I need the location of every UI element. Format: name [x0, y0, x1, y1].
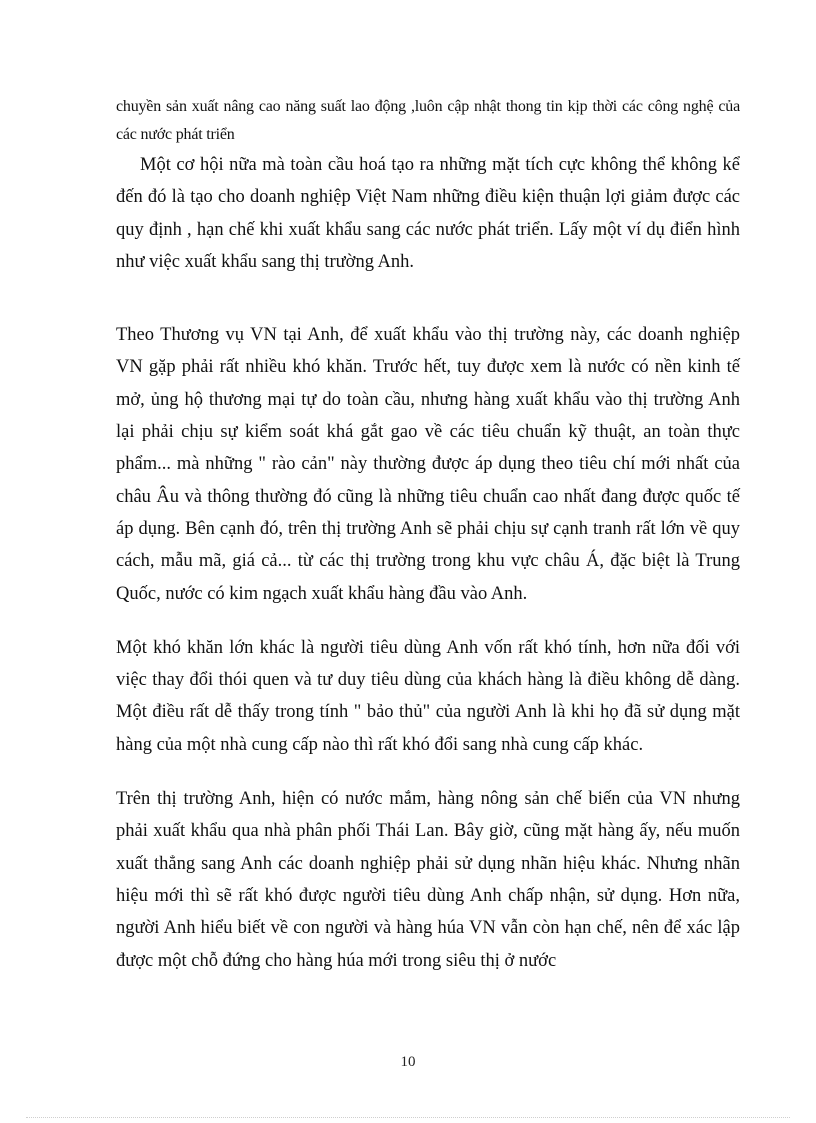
page-number: 10: [400, 1054, 416, 1070]
paragraph-opportunity: Một cơ hội nữa mà toàn cầu hoá tạo ra những mặt tích cực không thể không kể đến đó là tạo cho doanh nghiệp Việt Nam những điều kiện thuận lợi giảm được các quy định , hạn chế khi xuất khẩu sang các nước phát triển. Lấy một ví dụ điển hình như việc xuất khẩu sang thị trường Anh.: [116, 155, 740, 272]
page-body: [116, 93, 740, 977]
paragraph-consumer-habits: Một khó khăn lớn khác là người tiêu dùng Anh vốn rất khó tính, hơn nữa đối với việc thay đổi thói quen và tư duy tiêu dùng của khách hàng là điều không dễ dàng. Một điều rất dễ thấy trong tính " bảo thủ" của người Anh là khi họ đã sử dụng mặt hàng của một nhà cung cấp nào thì rất khó đổi sang nhà cung cấp khác.: [116, 637, 740, 755]
paragraph-continuation: chuyền sản xuất nâng cao năng suất lao động ,luôn cập nhật thong tin kịp thời các công nghệ của các nước phát triển: [116, 98, 740, 143]
paragraph-spacer: [116, 761, 740, 783]
paragraph-brand-issue: Trên thị trường Anh, hiện có nước mắm, hàng nông sản chế biến của VN nhưng phải xuất khẩu qua nhà phân phối Thái Lan. Bây giờ, cũng mặt hàng ấy, nếu muốn xuất thẳng sang Anh các doanh nghiệp phải sử dụng nhãn hiệu khác. Nhưng nhãn hiệu mới thì sẽ rất khó được người tiêu dùng Anh chấp nhận, sử dụng. Hơn nữa, người Anh hiểu biết về con người và hàng húa VN vẫn còn hạn chế, nên để xác lập được một chỗ đứng cho hàng húa mới trong siêu thị ở nước: [116, 789, 740, 971]
paragraph-spacer: [116, 278, 740, 319]
paragraph-spacer: [116, 610, 740, 632]
paragraph-uk-market-barriers: Theo Thương vụ VN tại Anh, để xuất khẩu vào thị trường này, các doanh nghiệp VN gặp phải rất nhiều khó khăn. Trước hết, tuy được xem là nước có nền kinh tế mở, ủng hộ thương mại tự do toàn cầu, nhưng hàng xuất khẩu vào thị trường Anh lại phải chịu sự kiểm soát khá gắt gao về các tiêu chuẩn kỹ thuật, an toàn thực phẩm... mà những " rào cản" này thường được áp dụng theo tiêu chí mới nhất của châu Âu và thông thường đó cũng là những tiêu chuẩn cao nhất đang được quốc tế áp dụng. Bên cạnh đó, trên thị trường Anh sẽ phải chịu sự cạnh tranh rất lớn về quy cách, mẫu mã, giá cả... từ các thị trường trong khu vực châu Á, đặc biệt là Trung Quốc, nước có kim ngạch xuất khẩu hàng đầu vào Anh.: [116, 325, 740, 604]
page-bottom-divider: [26, 1117, 790, 1118]
